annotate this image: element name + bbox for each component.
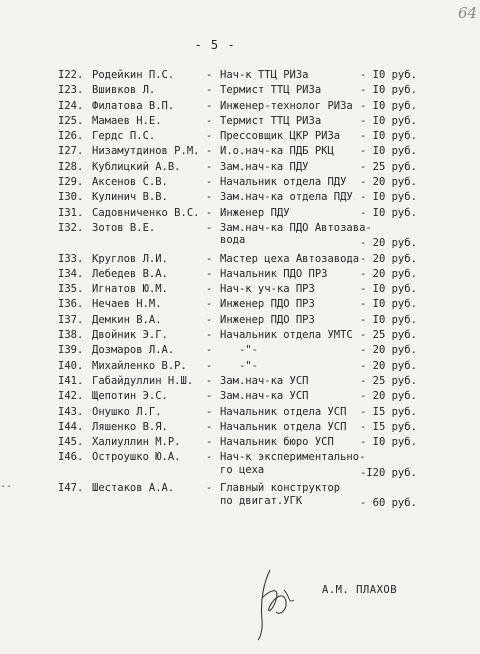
row-dash: - [206, 390, 213, 403]
award-amount: - I0 руб. [360, 313, 417, 326]
person-name: Ляшенко В.Я. [92, 420, 168, 433]
row-number: I40. [58, 359, 84, 372]
person-position: Термист ТТЦ РИЗа [220, 114, 322, 127]
person-name: Остроушко Ю.А. [92, 451, 181, 464]
row-dash: - [206, 359, 213, 372]
row-dash: - [206, 267, 213, 280]
list-item [0, 359, 480, 374]
page-corner-number: 64 [458, 4, 478, 22]
person-position: Мастер цеха Автозавода [220, 252, 360, 265]
award-list [0, 68, 480, 512]
list-item [0, 68, 480, 83]
award-amount: - I0 руб. [360, 69, 417, 81]
person-position: Начальник отдела ПДУ [220, 176, 347, 189]
list-item [0, 328, 480, 343]
row-number: I29. [58, 176, 84, 189]
award-amount: - I0 руб. [360, 84, 417, 97]
person-position: Начальник ПДО ПРЗ [220, 267, 328, 280]
list-item [0, 389, 480, 404]
person-position: Зам.нач-ка отдела ПДУ [220, 191, 353, 204]
row-dash: - [206, 420, 213, 433]
list-item [0, 282, 480, 297]
award-amount: - 20 руб. [360, 237, 417, 250]
person-position: И.о.нач-ка ПДБ РКЦ [220, 145, 334, 158]
award-amount: - 20 руб. [360, 390, 417, 403]
row-dash: - [206, 405, 213, 418]
list-item [0, 206, 480, 221]
row-dash: - [206, 130, 213, 143]
row-dash: - [206, 329, 213, 342]
margin-mark: -- [0, 481, 13, 492]
person-name: Садовниченко В.С. [92, 206, 200, 219]
person-name: Аксенов С.В. [92, 176, 168, 189]
person-position: Нач-к экспериментально- го цеха [220, 451, 366, 476]
row-number: I33. [58, 252, 84, 265]
list-item [0, 99, 480, 114]
person-name: Нечаев Н.М. [92, 298, 162, 311]
list-item [0, 405, 480, 420]
row-number: I47. [58, 482, 84, 495]
award-amount: - 20 руб. [360, 267, 417, 280]
row-number: I31. [58, 206, 84, 219]
list-item [0, 175, 480, 190]
award-amount: -I20 руб. [360, 466, 417, 479]
row-number: I41. [58, 374, 84, 387]
list-item [0, 267, 480, 282]
person-name: Лебедев В.А. [92, 267, 168, 280]
row-dash: - [206, 451, 213, 464]
award-amount: - I5 руб. [360, 405, 417, 418]
list-item [0, 435, 480, 450]
list-item [0, 83, 480, 98]
row-number: I32. [58, 221, 84, 234]
person-position: Прессовщик ЦКР РИЗа [220, 130, 341, 143]
list-item [0, 160, 480, 175]
row-dash: - [206, 374, 213, 387]
row-dash: - [206, 436, 213, 449]
award-amount: - I0 руб. [360, 191, 417, 204]
person-name: Габайдуллин Н.Ш. [92, 374, 194, 387]
person-name: Кублицкий А.В. [92, 160, 181, 173]
person-position: -"- [220, 344, 258, 357]
person-position: Зам.нач-ка ПДУ [220, 160, 309, 173]
row-number: I28. [58, 160, 84, 173]
row-dash: - [206, 283, 213, 296]
row-number: I30. [58, 191, 84, 204]
person-name: Филатова В.П. [92, 99, 175, 112]
award-amount: - 20 руб. [360, 359, 417, 372]
row-dash: - [206, 99, 213, 112]
award-amount: - I0 руб. [360, 283, 417, 296]
person-name: Двойник Э.Г. [92, 329, 168, 342]
row-number: I23. [58, 84, 84, 97]
list-item [0, 343, 480, 358]
list-item [0, 114, 480, 129]
award-amount: - 20 руб. [360, 252, 417, 265]
person-name: Шестаков А.А. [92, 482, 175, 495]
person-position: Зам.нач-ка УСП [220, 374, 309, 387]
row-number: I43. [58, 405, 84, 418]
list-item [0, 420, 480, 435]
row-dash: - [206, 221, 213, 234]
row-dash: - [206, 176, 213, 189]
person-position: Зам.нач-ка ПДО Автозава- вода [220, 221, 372, 247]
row-number: I26. [58, 130, 84, 143]
row-dash: - [206, 114, 213, 127]
list-item [0, 144, 480, 159]
row-dash: - [206, 191, 213, 204]
row-number: I27. [58, 145, 84, 158]
row-number: I38. [58, 329, 84, 342]
row-number: I37. [58, 313, 84, 326]
row-dash: - [206, 313, 213, 326]
person-name: Вшивков Л. [92, 84, 156, 97]
person-name: Халиуллин М.Р. [92, 436, 181, 449]
award-amount: - 25 руб. [360, 160, 417, 173]
list-item [0, 481, 480, 512]
person-position: Начальник отдела УМТС [220, 329, 353, 342]
list-item [0, 252, 480, 267]
row-number: I36. [58, 298, 84, 311]
person-name: Мамаев Н.Е. [92, 114, 162, 127]
person-position: Термист ТТЦ РИЗа [220, 84, 322, 97]
person-name: Гердс П.С. [92, 130, 156, 143]
signer-name: А.М. ПЛАХОВ [322, 584, 398, 596]
row-number: I42. [58, 390, 84, 403]
award-amount: - I0 руб. [360, 145, 417, 158]
page-number: - 5 - [194, 38, 236, 52]
person-name: Дозмаров Л.А. [92, 344, 175, 357]
person-position: Начальник отдела УСП [220, 420, 347, 433]
person-name: Игнатов Ю.М. [92, 283, 168, 296]
list-item [0, 313, 480, 328]
person-position: Начальник бюро УСП [220, 436, 334, 449]
award-amount: - I0 руб. [360, 436, 417, 449]
row-number: I22. [58, 69, 84, 81]
list-item [0, 374, 480, 389]
list-item [0, 129, 480, 144]
person-position: Нач-к уч-ка ПРЗ [220, 283, 315, 296]
row-dash: - [206, 252, 213, 265]
row-dash: - [206, 482, 213, 495]
list-item [0, 450, 480, 481]
row-number: I39. [58, 344, 84, 357]
person-name: Зотов В.Е. [92, 221, 156, 234]
person-position: Инженер-технолог РИЗа [220, 99, 353, 112]
award-amount: - I5 руб. [360, 420, 417, 433]
award-amount: - 25 руб. [360, 374, 417, 387]
award-amount: - I0 руб. [360, 114, 417, 127]
row-dash: - [206, 298, 213, 311]
person-name: Щепотин Э.С. [92, 390, 168, 403]
person-position: Зам.нач-ка УСП [220, 390, 309, 403]
award-amount: - I0 руб. [360, 298, 417, 311]
row-number: I44. [58, 420, 84, 433]
row-dash: - [206, 344, 213, 357]
row-number: I35. [58, 283, 84, 296]
award-amount: - 20 руб. [360, 176, 417, 189]
list-item [0, 221, 480, 252]
row-dash: - [206, 206, 213, 219]
row-dash: - [206, 84, 213, 97]
person-position: -"- [220, 359, 258, 372]
row-number: I34. [58, 267, 84, 280]
person-position: Инженер ПДО ПРЗ [220, 298, 315, 311]
award-amount: - I0 руб. [360, 130, 417, 143]
row-number: I25. [58, 114, 84, 127]
award-amount: - I0 руб. [360, 99, 417, 112]
person-name: Михайленко В.Р. [92, 359, 187, 372]
person-name: Онушко Л.Г. [92, 405, 162, 418]
person-name: Демкин В.А. [92, 313, 162, 326]
award-amount: - 20 руб. [360, 344, 417, 357]
award-amount: - I0 руб. [360, 206, 417, 219]
person-name: Кулинич В.В. [92, 191, 168, 204]
award-amount: - 25 руб. [360, 329, 417, 342]
list-item [0, 297, 480, 312]
person-position: Начальник отдела УСП [220, 405, 347, 418]
award-amount: - 60 руб. [360, 497, 417, 510]
person-name: Низамутдинов Р.М. [92, 145, 200, 158]
row-number: I45. [58, 436, 84, 449]
row-dash: - [206, 160, 213, 173]
person-position: Инженер ПДУ [220, 206, 290, 219]
row-number: I46. [58, 451, 84, 464]
list-item [0, 190, 480, 205]
person-position: Нач-к ТТЦ РИЗа [220, 69, 309, 81]
row-dash: - [206, 145, 213, 158]
row-number: I24. [58, 99, 84, 112]
person-position: Главный конструктор по двигат.УГК [220, 482, 341, 507]
person-position: Инженер ПДО ПРЗ [220, 313, 315, 326]
row-dash: - [206, 69, 213, 81]
person-name: Родейкин П.С. [92, 69, 175, 81]
person-name: Круглов Л.И. [92, 252, 168, 265]
handwritten-signature [250, 560, 310, 642]
